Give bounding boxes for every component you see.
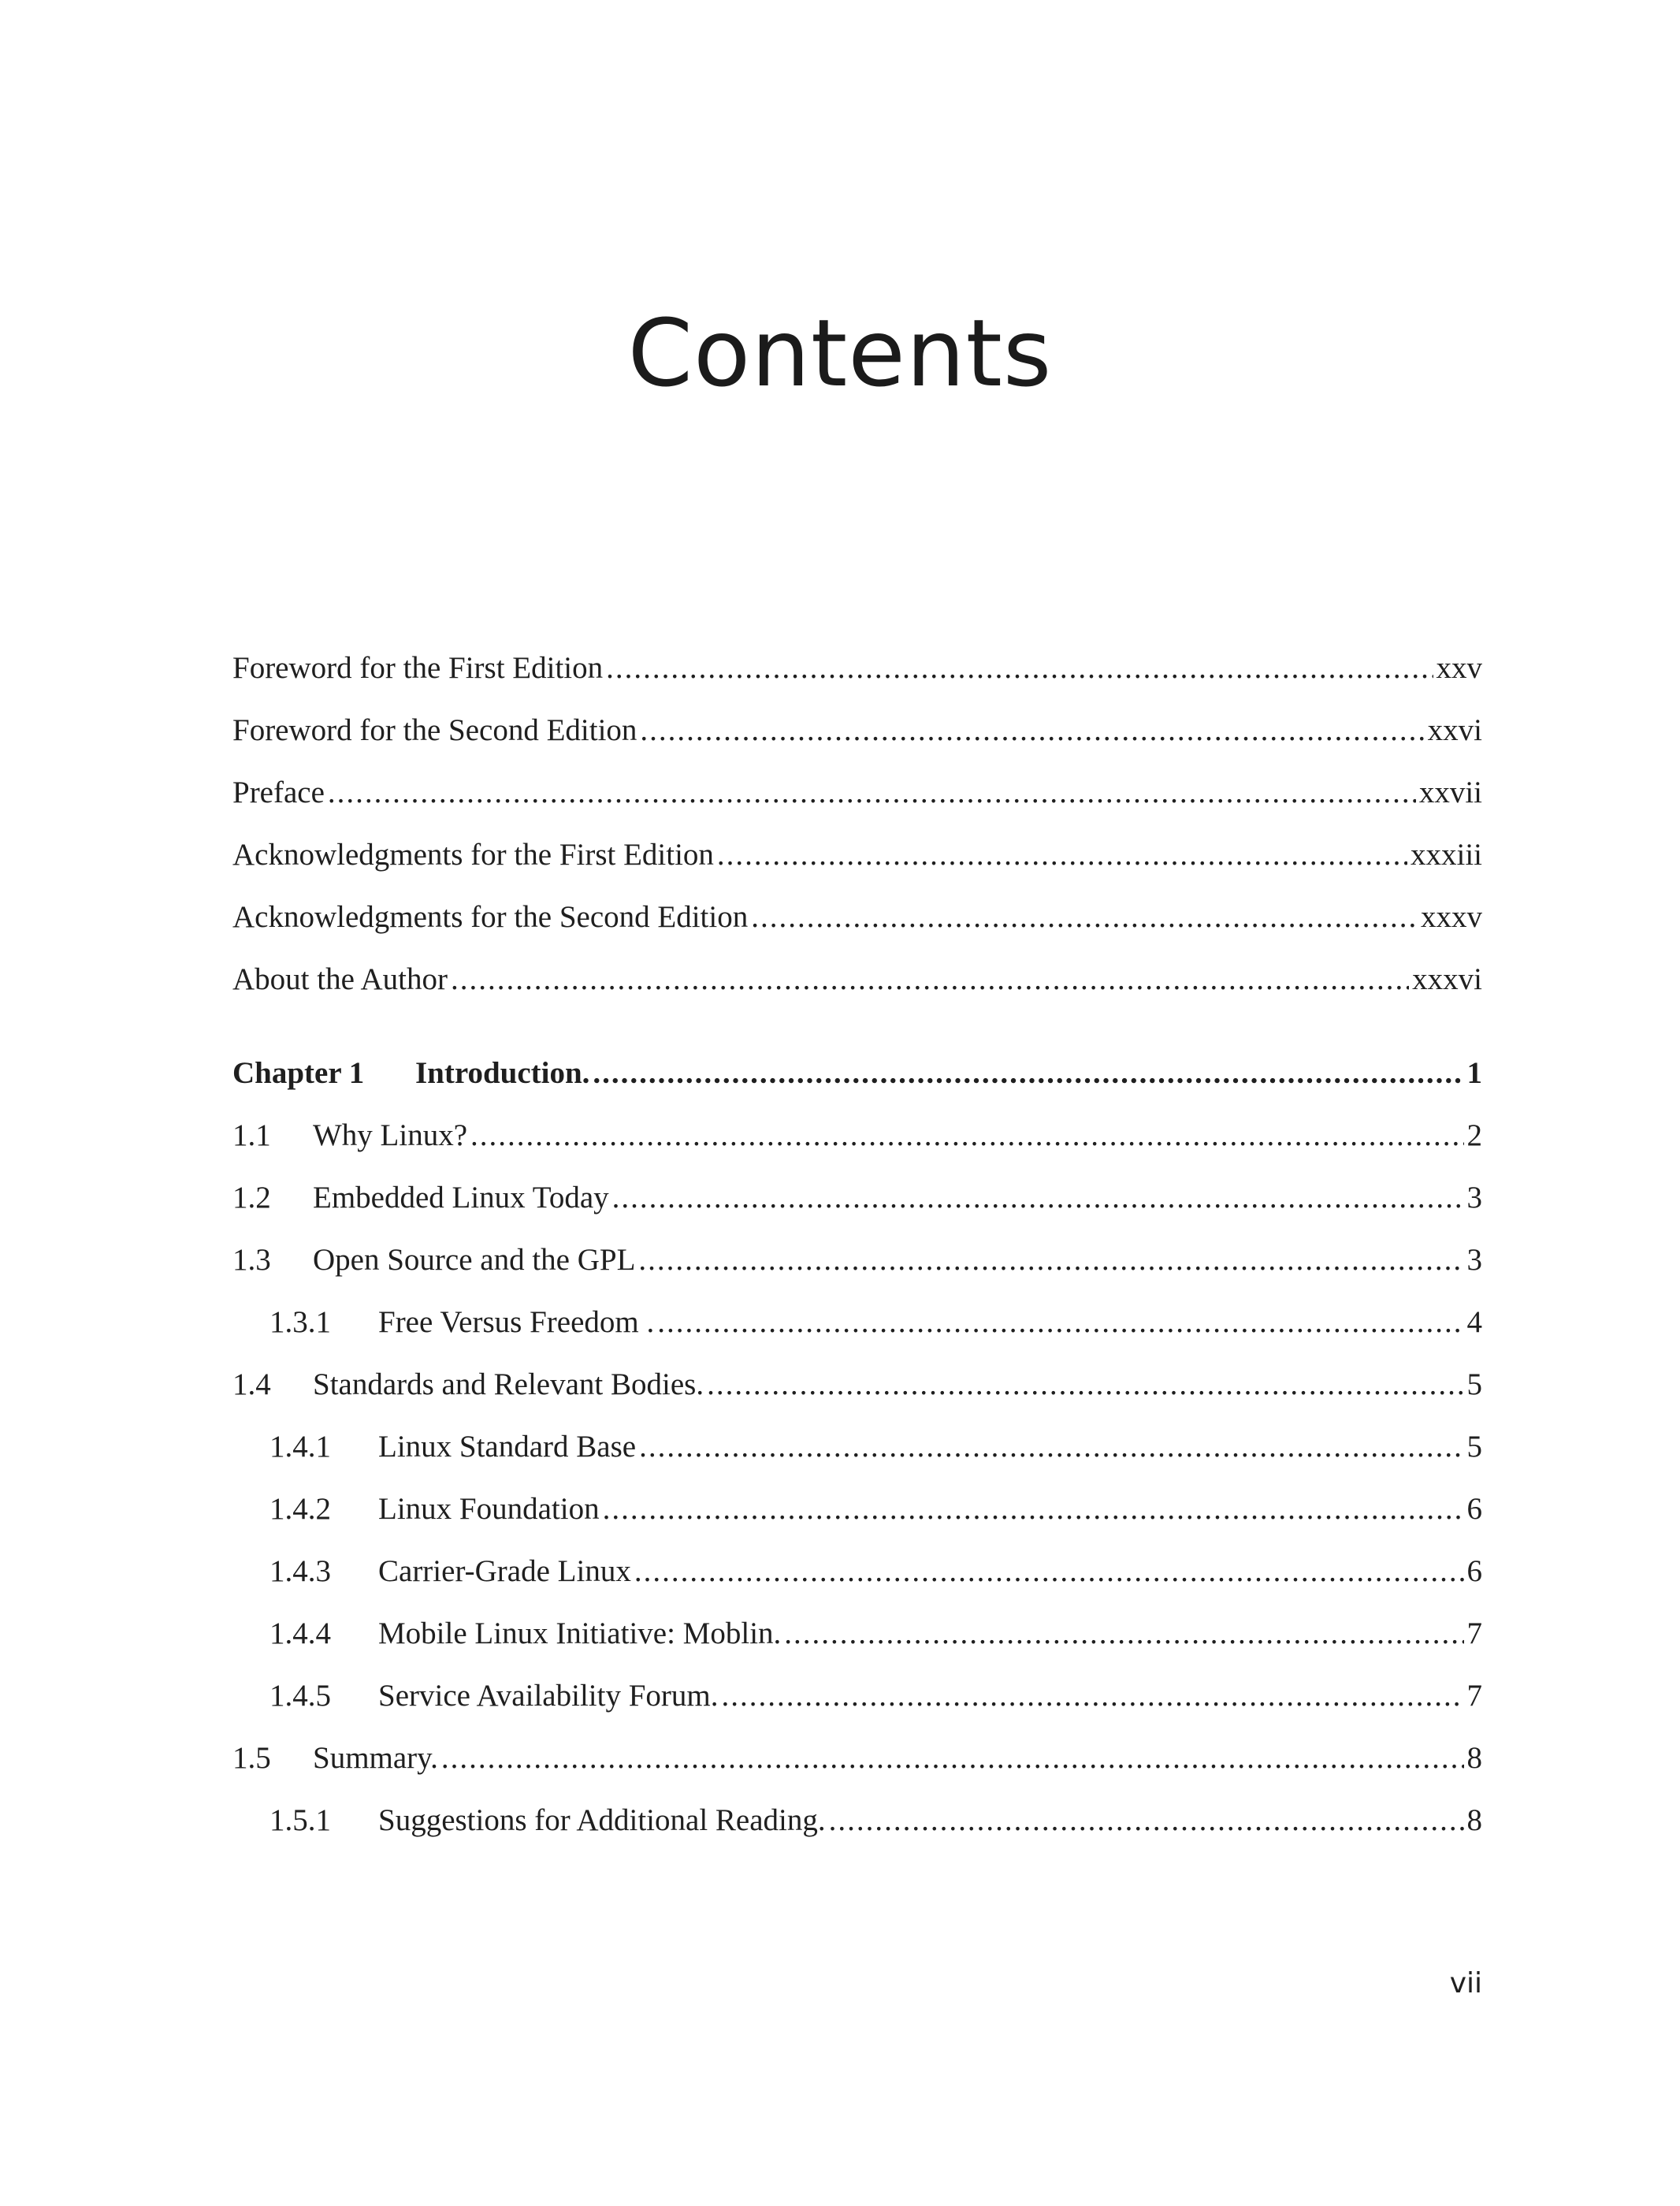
dot-leader [634,1540,1464,1602]
page-folio: vii [1449,1967,1482,2000]
toc-page-number: 8 [1466,1803,1482,1837]
toc-entry-label: Embedded Linux Today [313,1181,609,1215]
toc-entry-label: Carrier-Grade Linux [378,1554,631,1588]
dot-leader [639,1415,1463,1478]
toc-section-1-4-2[interactable] [232,1478,1482,1540]
section-number: 1.3.1 [269,1305,331,1339]
toc-page-number: xxxiii [1410,838,1482,872]
toc-entry-label: Acknowledgments for the Second Edition [232,900,749,934]
toc-page-number: xxvii [1418,776,1482,809]
toc-entry-foreword-second[interactable] [232,699,1482,761]
section-number: 1.4.4 [269,1616,331,1650]
toc-page-number: 3 [1466,1181,1482,1215]
toc-section-1-5-1[interactable] [232,1789,1482,1851]
dot-leader [640,699,1424,761]
chapter-title: Introduction. [415,1056,590,1090]
section-number: 1.3 [232,1243,271,1277]
dot-leader [441,1727,1464,1789]
section-number: 1.5.1 [269,1803,331,1837]
toc-page-number: xxxvi [1412,962,1482,996]
toc-page-number: xxvi [1427,713,1482,747]
section-number: 1.1 [232,1118,271,1152]
toc-entry-label: Service Availability Forum. [378,1679,719,1713]
dot-leader [717,824,1407,886]
dot-leader [606,637,1433,699]
toc-entry-label: Acknowledgments for the First Edition [232,838,714,872]
dot-leader [707,1353,1463,1415]
dot-leader [451,948,1409,1010]
toc-entry-label: Summary. [313,1741,438,1775]
toc-entry-label: Preface [232,776,325,809]
toc-entry-label: Mobile Linux Initiative: Moblin. [378,1616,782,1650]
section-number: 1.5 [232,1741,271,1775]
toc-entry-label: Foreword for the Second Edition [232,713,637,747]
toc-page-number: 3 [1466,1243,1482,1277]
toc-section-1-4-4[interactable] [232,1602,1482,1665]
dot-leader [328,761,1416,824]
toc-entry-label: Open Source and the GPL [313,1243,636,1277]
toc-entry-about-author[interactable] [232,948,1482,1010]
toc-section-1-3-1[interactable] [232,1291,1482,1353]
toc-section-1-5[interactable] [232,1727,1482,1789]
toc-page-number: 6 [1466,1554,1482,1588]
toc-entry-foreword-first[interactable] [232,637,1482,699]
toc-section-1-4-5[interactable] [232,1665,1482,1727]
toc-entry-label: Free Versus Freedom . [378,1305,655,1339]
toc-page-number: 7 [1466,1679,1482,1713]
section-number: 1.4.1 [269,1430,331,1464]
dot-leader [721,1665,1463,1727]
dot-leader [784,1602,1463,1665]
toc-section-1-4-1[interactable] [232,1415,1482,1478]
toc-page-number: 7 [1466,1616,1482,1650]
toc-entry-label: Standards and Relevant Bodies. [313,1367,704,1401]
toc-page-number: xxxv [1421,900,1482,934]
toc-page-number: 4 [1466,1305,1482,1339]
toc-page-number: 8 [1466,1741,1482,1775]
section-number: 1.2 [232,1181,271,1215]
toc-page-number: 5 [1466,1430,1482,1464]
toc-entry-label: About the Author [232,962,448,996]
toc-page-number: 1 [1466,1056,1482,1090]
dot-leader [829,1789,1464,1851]
dot-leader [603,1478,1464,1540]
table-of-contents [232,637,1482,1851]
dot-leader [638,1229,1463,1291]
dot-leader [612,1166,1464,1229]
toc-chapter-1[interactable] [232,1042,1482,1104]
toc-entry-label: Linux Foundation [378,1492,600,1526]
toc-section-1-3[interactable] [232,1229,1482,1291]
toc-entry-preface[interactable] [232,761,1482,824]
toc-page-number: 2 [1466,1118,1482,1152]
section-number: 1.4 [232,1367,271,1401]
toc-section-1-1[interactable] [232,1104,1482,1166]
toc-entry-acknowledgments-second[interactable] [232,886,1482,948]
dot-leader [470,1104,1463,1166]
chapter-number: Chapter 1 [232,1056,365,1090]
toc-entry-label: Linux Standard Base [378,1430,637,1464]
toc-page-number: 5 [1466,1367,1482,1401]
toc-section-1-4-3[interactable] [232,1540,1482,1602]
toc-section-1-2[interactable] [232,1166,1482,1229]
toc-section-1-4[interactable] [232,1353,1482,1415]
dot-leader [593,1042,1463,1104]
toc-entry-label: Why Linux? [313,1118,468,1152]
section-number: 1.4.2 [269,1492,331,1526]
section-number: 1.4.3 [269,1554,331,1588]
section-number: 1.4.5 [269,1679,331,1713]
toc-entry-label: Foreword for the First Edition [232,651,604,685]
toc-page-number: 6 [1466,1492,1482,1526]
toc-entry-acknowledgments-first[interactable] [232,824,1482,886]
toc-entry-label: Suggestions for Additional Reading. [378,1803,826,1837]
dot-leader [751,886,1418,948]
dot-leader [657,1291,1463,1353]
toc-page-number: xxv [1436,651,1482,685]
page-title: Contents [627,299,1053,407]
